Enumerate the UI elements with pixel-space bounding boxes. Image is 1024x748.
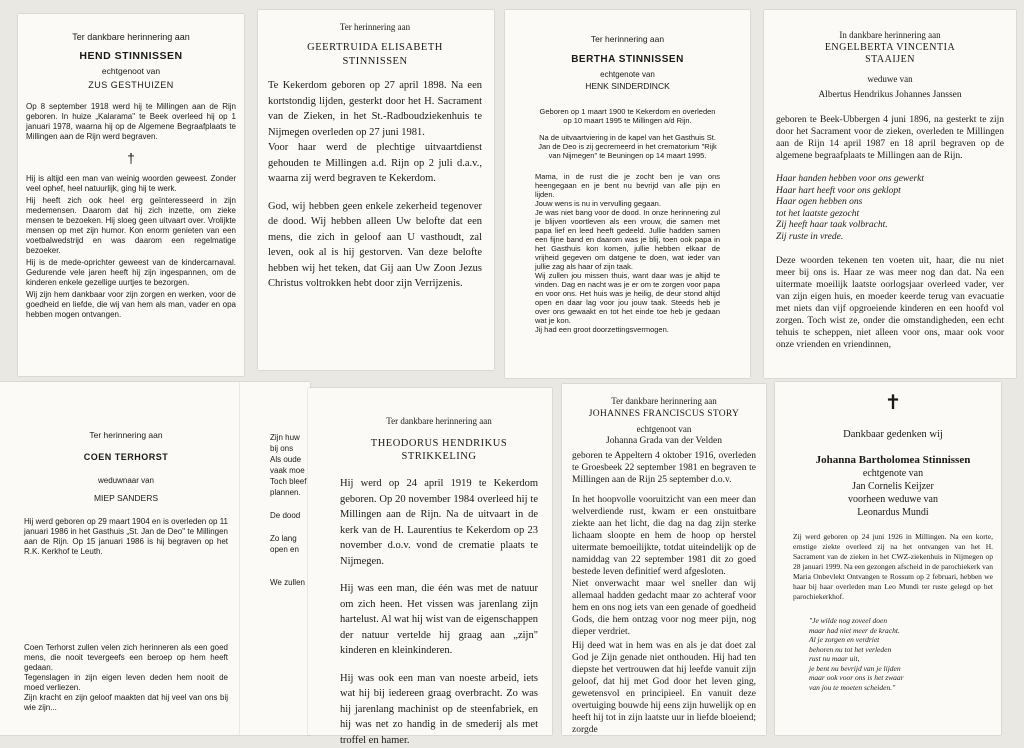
deceased-name: HEND STINNISSEN	[26, 50, 236, 62]
paragraph: Hij werd op 24 april 1919 te Kekerdom geboren. Op 20 november 1984 overleed hij te Millingen aan de Rijn. Na de uitvaart in de kerk van de H. Laurentius te Kekerdom op 23 november d.o.v. vond de crematie plaats te Nijmegen.	[340, 476, 538, 569]
paragraph: Tegenslagen in zijn eigen leven deden hem nooit de moed verliezen.	[24, 673, 228, 693]
text-fragment: bij ons	[270, 443, 310, 454]
deceased-name-line2: STRIKKELING	[340, 451, 538, 462]
paragraph: Zijn kracht en zijn geloof maakten dat hij veel van ons bij wie zijn...	[24, 693, 228, 713]
deceased-name: COEN TERHORST	[24, 452, 228, 462]
paragraph: Wij zijn hem dankbaar voor zijn zorgen en werken, voor de goedheid en liefde, die wij van hem als man, vader en opa hebben mogen ontvangen.	[26, 290, 236, 320]
spouse-name: Jan Cornelis Keijzer	[793, 481, 993, 492]
verse-line: Haar ogen hebben ons	[776, 197, 1004, 209]
verse-line: "Je wilde nog zoveel doen	[809, 616, 993, 626]
verse-line: Al je zorgen en verdriet	[809, 635, 993, 645]
card-intro: Ter dankbare herinnering aan	[572, 396, 756, 406]
paragraph: Hij is altijd een man van weinig woorden geweest. Zonder veel ophef, heel natuurlijk, ging hij te werk.	[26, 174, 236, 194]
verse-line: Zij ruste in vrede.	[776, 232, 1004, 244]
deceased-name-line1: THEODORUS HENDRIKUS	[340, 438, 538, 449]
paragraph: Hij was een man, die één was met de natuur om zich heen. Het vissen was jarenlang zijn hartelust. Al wat hij wist van de eigenschappen der natuur vertelde hij graag aan „zijn" kinderen en kleinkinderen.	[340, 581, 538, 659]
deceased-name-line1: GEERTRUIDA ELISABETH	[268, 42, 482, 53]
bio-text: Hij werd geboren op 29 maart 1904 en is overleden op 11 januari 1986 in het Gasthuis „St. Jan de Deo" te Millingen aan de Rijn. Op 15 januari 1986 is hij begraven op het R.K. Kerkhof te Leuth.	[24, 517, 228, 557]
deceased-name: BERTHA STINNISSEN	[535, 54, 720, 65]
card-coen-terhorst	[0, 382, 240, 735]
text-fragment: We zullen	[270, 577, 310, 588]
relation-label: echtgenoot van	[572, 424, 756, 434]
bio-text: Op 8 september 1918 werd hij te Millingen aan de Rijn geboren. In huize „Kalarama" te Beek overleed hij op 1 januari 1978, waarna hij op de Algemene Begraafplaats te Millingen aan de Rijn werd begraven.	[26, 102, 236, 142]
relation-label: echtgenote van	[793, 468, 993, 479]
paragraph: Hij is de mede-oprichter geweest van de kindercarnaval. Gedurende vele jaren heeft hij zijn ingespannen, om de kinderen enkele gezellige uurtjes te bezorgen.	[26, 258, 236, 288]
text-fragment: Toch bleef	[270, 476, 310, 487]
text-fragment: vaak moe	[270, 465, 310, 476]
paragraph: Hij deed wat in hem was en als je dat doet zal God je Zijn genade niet onthouden. Hij had ten diepste het vertrouwen dat hij leefde vanuit zijn geloof, dat hij met God door het leven ging, gewetensvol en principieel. En vanuit deze overtuiging bouwde hij eens zijn huwelijk op en heeft hij tot in zijn laatste uur in liefde bloeiend; zorgde	[572, 640, 756, 736]
relation-label: voorheen weduwe van	[793, 494, 993, 505]
spouse-name: ZUS GESTHUIZEN	[26, 80, 236, 90]
relation-label: weduwnaar van	[24, 476, 228, 485]
card-johanna-stinnissen	[775, 382, 1001, 735]
paragraph: God, wij hebben geen enkele zekerheid tegenover de dood. Wij hebben alleen Uw belofte dat een mens, die zich in geloof aan U vasthoudt, zal leven, ook al is hij gestorven. Van deze belofte hebben wij het teken, dat Gij aan Uw Zoon Jezus Christus voltrokken hebt door zijn Verrijzenis.	[268, 199, 482, 292]
cross-icon: ✝	[793, 390, 993, 415]
spouse-name: Leonardus Mundi	[793, 507, 993, 518]
card-geertruida-stinnissen	[258, 10, 494, 370]
spouse-name: HENK SINDERDINCK	[535, 81, 720, 91]
paragraph: Jij had een groot doorzettingsvermogen.	[535, 325, 720, 334]
card-bertha-stinnissen	[505, 10, 750, 378]
paragraph: Hij was ook een man van noeste arbeid, iets wat hij bij iedereen graag overbracht. Zo was hij jarenlang machinist op de steenfabriek, en hij was net zo handig in de smederij als met troffel en hamer.	[340, 671, 538, 748]
verse-line: Zij heeft haar taak volbracht.	[776, 220, 1004, 232]
relation-label: weduwe van	[776, 74, 1004, 84]
card-theodorus-strikkeling	[308, 388, 552, 735]
deceased-name-line1: ENGELBERTA VINCENTIA	[776, 42, 1004, 53]
card-intro: Ter dankbare herinnering aan	[26, 32, 236, 42]
card-johannes-story	[562, 384, 766, 735]
bio-text: geboren te Appeltern 4 oktober 1916, overleden te Groesbeek 22 september 1981 en begraven te Millingen aan de Rijn 25 september d.o.v.	[572, 450, 756, 486]
paragraph: Hij heeft zich ook heel erg geïnteresseerd in zijn medemensen. Daarom dat hij zich inzette, om zieke mensen te bezoeken. Hij sloeg geen uitvaart over. Vrolijkte mensen op met zijn humor. Kon enorm genieten van een voetbalwedstrijd en was daarom een regelmatige bezoeker.	[26, 196, 236, 256]
text-fragment: De dood	[270, 510, 310, 521]
paragraph: In het hoopvolle vooruitzicht van een meer dan welverdiende rust, kwam er een onstuitbare ziekte aan het licht, die dag na dag zijn sterke lichaam sloopte en hem de hoop op herstel uitermate bemoeilijkte, totdat uiteindelijk op de namiddag van 22 september 1981 dit zo goed bestede leven definitief werd afgesloten.	[572, 494, 756, 578]
card-partially-hidden	[240, 382, 310, 735]
spouse-name: MIEP SANDERS	[24, 493, 228, 503]
text-fragment: Zijn huw	[270, 432, 310, 443]
relation-label: echtgenote van	[535, 70, 720, 79]
text-fragment: plannen.	[270, 487, 310, 498]
verse-line: maar ook voor ons is het zwaar	[809, 673, 993, 683]
verse-line: je bent nu bevrijd van je lijden	[809, 664, 993, 674]
spouse-name: Albertus Hendrikus Johannes Janssen	[776, 90, 1004, 100]
paragraph: Coen Terhorst zullen velen zich herinneren als een goed mens, die nooit tevergeefs een beroep op hem heeft gedaan.	[24, 643, 228, 673]
card-intro: Dankbaar gedenken wij	[793, 429, 993, 440]
card-engelberta-staaijen	[764, 10, 1016, 378]
verse-line: Haar handen hebben voor ons gewerkt	[776, 174, 1004, 186]
card-intro: In dankbare herinnering aan	[776, 30, 1004, 40]
verse	[793, 616, 993, 692]
bio-text: Zij werd geboren op 24 juni 1926 in Millingen. Na een korte, ernstige ziekte overleed zij na het ontvangen van het H. Sacrament van de zieken in het CWZ-ziekenhuis in Nijmegen op 28 januari 1999. Na een gezongen afscheid in de parochiekerk van Maria Onbevlekt Ontvangen te Rossum op 2 februari, hebben we haar bij haar overleden man Leo Mundi ter ruste gelegd op het parochiekerkhof.	[793, 532, 993, 602]
deceased-name-line2: STAAIJEN	[776, 54, 1004, 65]
service-text: Na de uitvaartviering in de kapel van het Gasthuis St. Jan de Deo is zij gecremeerd in het crematorium "Rijk van Nijmegen" te Beuningen op 14 maart 1995.	[535, 133, 720, 160]
paragraph: Wij zullen jou missen thuis, want daar was je altijd te vinden. Dag en nacht was je er om te zorgen voor papa en voor ons. Het huis was je heilig, de deur stond altijd open en daar lag voor jou jouw taak. Steeds heb je over ons gewaakt en tot het einde toe heb je gedaan wat je kon.	[535, 271, 720, 325]
paragraph: Voor haar werd de plechtige uitvaartdienst gehouden te Millingen a.d. Rijn op 2 juli d.a.v., waarna zij werd begraven te Kekerdom.	[268, 140, 482, 187]
card-intro: Ter dankbare herinnering aan	[340, 416, 538, 426]
verse-line: Haar hart heeft voor ons geklopt	[776, 186, 1004, 198]
deceased-name: JOHANNES FRANCISCUS STORY	[572, 409, 756, 419]
paragraph: Deze woorden tekenen ten voeten uit, haar, die nu niet meer bij ons is. Haar ze was meer nog dan dat. Na een uitermate moeilijk laatste oorlogsjaar overleed vader, ver van zijn eigen huis, en moeder keerde terug van evacuatie met niets dan vijf opgroeiende kinderen en een hoofd vol zorgen. Toch wist ze, onder die omstandigheden, een echt tehuis te scheppen, niet alleen voor ons, maar ook voor onze vrienden en vriendinnen,	[776, 255, 1004, 351]
card-hend-stinnissen	[18, 14, 244, 376]
cross-icon: †	[26, 150, 236, 166]
card-intro: Ter herinnering aan	[24, 430, 228, 440]
verse	[776, 174, 1004, 243]
text-fragment: Als oude	[270, 454, 310, 465]
paragraph: Jouw wens is nu in vervulling gegaan.	[535, 199, 720, 208]
verse-line: behoren nu tot het verleden	[809, 645, 993, 655]
paragraph: Mama, in de rust die je zocht ben je van ons heengegaan en je bent nu bevrijd van alle pijn en lijden.	[535, 172, 720, 199]
relation-label: echtgenoot van	[26, 66, 236, 76]
verse-line: maar had niet meer de kracht.	[809, 626, 993, 636]
verse-line: van jou te moeten scheiden."	[809, 683, 993, 693]
deceased-name: Johanna Bartholomea Stinnissen	[793, 454, 993, 466]
card-intro: Ter herinnering aan	[535, 34, 720, 44]
paragraph: Niet onverwacht maar wel sneller dan wij allemaal hadden gedacht maar zo achteraf voor hem en ons nog iets van een genade of goedheid Gods, die hem ontzag voor nog meer pijn, nog dieper verdriet.	[572, 578, 756, 638]
verse-line: tot het laatste gezocht	[776, 209, 1004, 221]
deceased-name-line2: STINNISSEN	[268, 56, 482, 67]
paragraph: Je was niet bang voor de dood. In onze herinnering zul je blijven voortleven als een vrouw, die samen met papa lief en leed heeft gedeeld. Jullie hadden samen een fijne band en daarom was je blij, toen ook papa in het Gasthuis kon komen, jullie hebben elkaar de vrijheid gegeven om datgene te doen, wat ieder van jullie zag als haar of zijn taak.	[535, 208, 720, 271]
verse-line: rust nu maar uit,	[809, 654, 993, 664]
card-intro: Ter herinnering aan	[268, 22, 482, 32]
paragraph: Te Kekerdom geboren op 27 april 1898. Na een kortstondig lijden, gesterkt door het H. Sacrament van de Zieken, in het St.-Radboudziekenhuis te Nijmegen overleden op 27 juni 1981.	[268, 78, 482, 140]
text-fragment: open en	[270, 544, 310, 555]
spouse-name: Johanna Grada van der Velden	[572, 436, 756, 446]
bio-text: geboren te Beek-Ubbergen 4 juni 1896, na gesterkt te zijn door het Sacrament voor de zieken, overleden te Millingen aan de Rijn 14 april 1987 en 18 april begraven op de algemene begraafplaats te Millingen aan de Rijn.	[776, 114, 1004, 162]
bio-text: Geboren op 1 maart 1900 te Kekerdom en overleden op 10 maart 1995 te Millingen a/d Rijn.	[535, 107, 720, 125]
text-fragment: Zo lang	[270, 533, 310, 544]
